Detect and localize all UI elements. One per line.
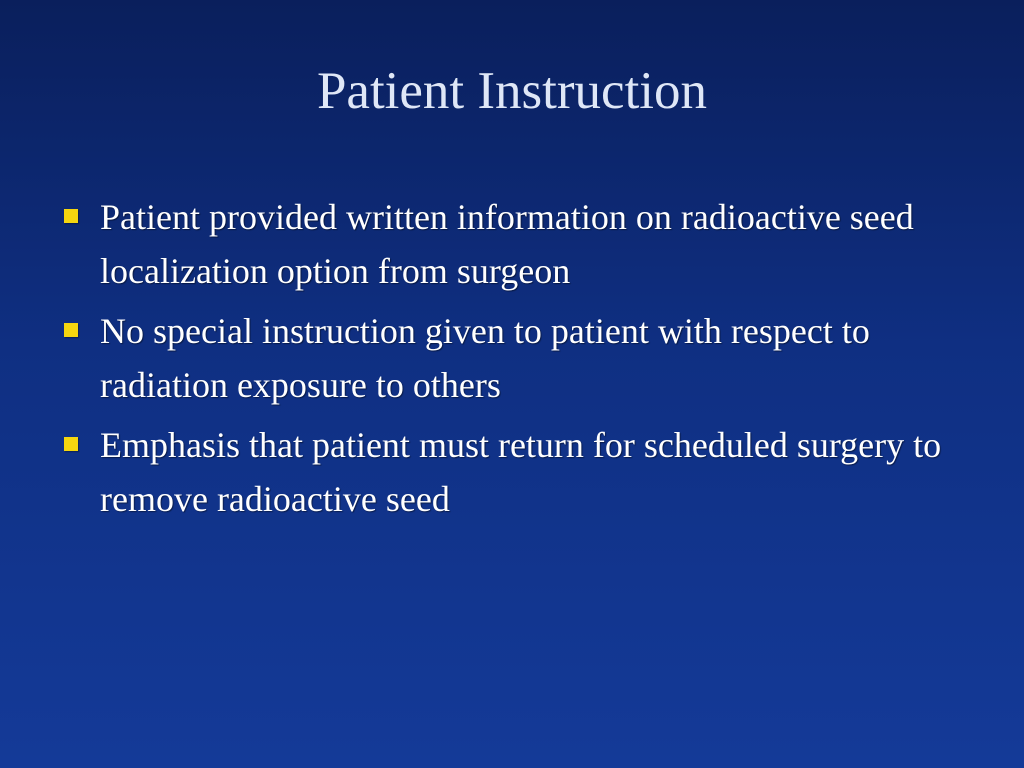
bullet-item [62, 190, 967, 298]
slide-title: Patient Instruction [316, 62, 708, 120]
bullet-list [62, 190, 967, 532]
bullet-item [62, 418, 967, 526]
square-bullet-icon [64, 437, 78, 451]
square-bullet-icon [64, 209, 78, 223]
square-bullet-icon [64, 323, 78, 337]
bullet-text: No special instruction given to patient with respect to radiation exposure to others [100, 311, 870, 405]
bullet-item [62, 304, 967, 412]
bullet-text: Patient provided written information on radioactive seed localization option from surgeon [100, 197, 914, 291]
bullet-text: Emphasis that patient must return for scheduled surgery to remove radioactive seed [100, 425, 942, 519]
